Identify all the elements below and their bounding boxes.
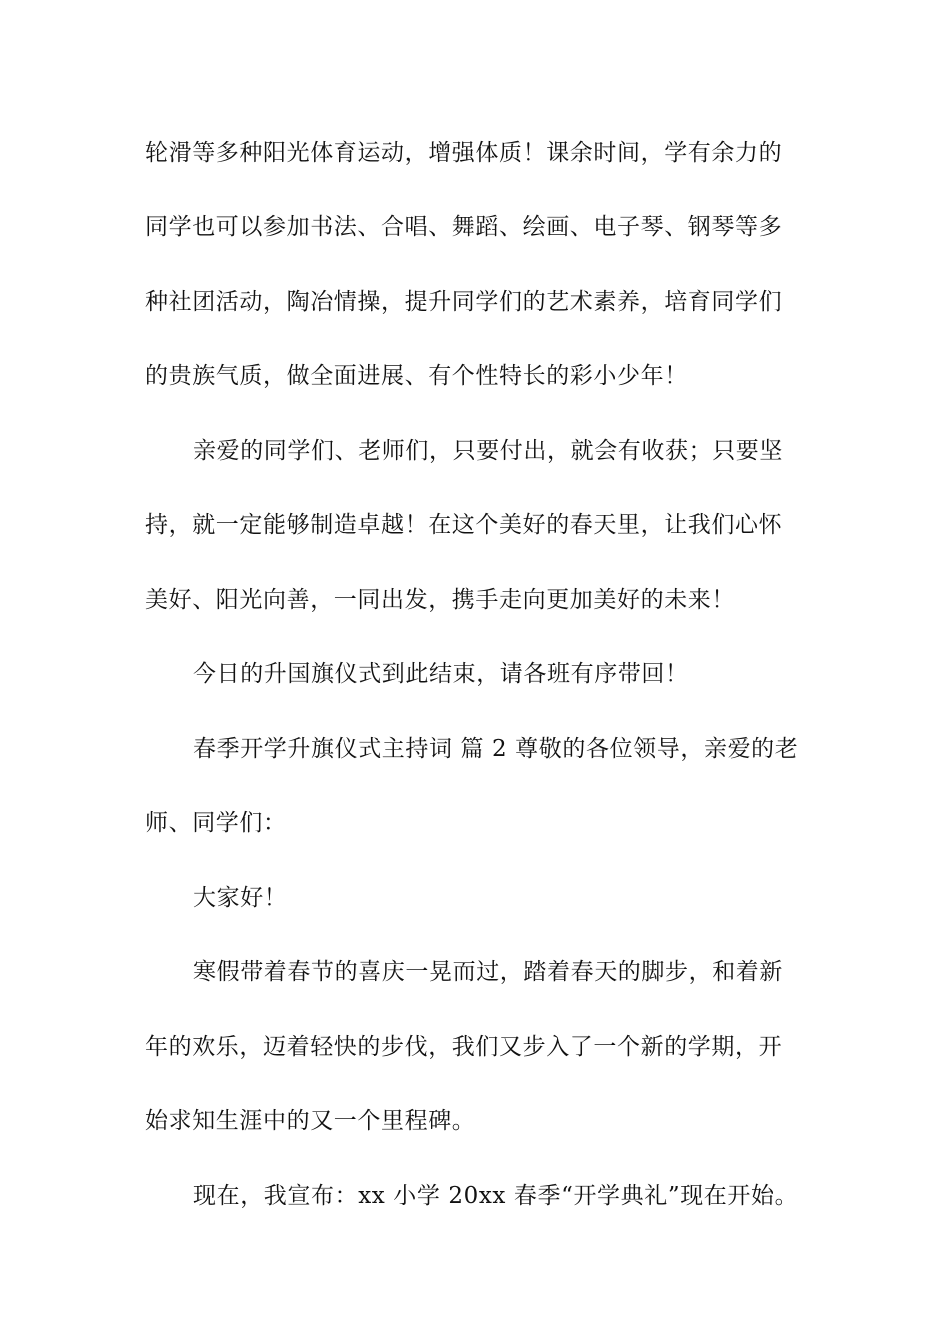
- paragraph-start-line: 寒假带着春节的喜庆一晃而过，踏着春天的脚步，和着新: [193, 959, 783, 985]
- text-line: 轮滑等多种阳光体育运动，增强体质！课余时间，学有余力的: [145, 140, 783, 166]
- text-line: 持，就一定能够制造卓越！在这个美好的春天里，让我们心怀: [145, 512, 783, 538]
- paragraph-start-line: 现在，我宣布：xx 小学 20xx 春季“开学典礼”现在开始。: [193, 1183, 799, 1209]
- text-line: 同学也可以参加书法、合唱、舞蹈、绘画、电子琴、钢琴等多: [145, 214, 783, 240]
- paragraph-start-line: 今日的升国旗仪式到此结束，请各班有序带回！: [193, 661, 689, 687]
- text-line: 美好、阳光向善，一同出发，携手走向更加美好的未来！: [145, 587, 735, 613]
- text-line: 始求知生涯中的又一个里程碑。: [145, 1108, 476, 1134]
- text-line: 年的欢乐，迈着轻快的步伐，我们又步入了一个新的学期，开: [145, 1034, 783, 1060]
- paragraph-start-line: 亲爱的同学们、老师们，只要付出，就会有收获；只要坚: [193, 438, 783, 464]
- text-line: 师、同学们：: [145, 810, 287, 836]
- text-line: 种社团活动，陶冶情操，提升同学们的艺术素养，培育同学们: [145, 289, 783, 315]
- section-heading-line: 春季开学升旗仪式主持词 篇 2 尊敬的各位领导，亲爱的老: [193, 736, 799, 762]
- greeting-line: 大家好！: [193, 885, 288, 911]
- text-line: 的贵族气质，做全面进展、有个性特长的彩小少年！: [145, 363, 688, 389]
